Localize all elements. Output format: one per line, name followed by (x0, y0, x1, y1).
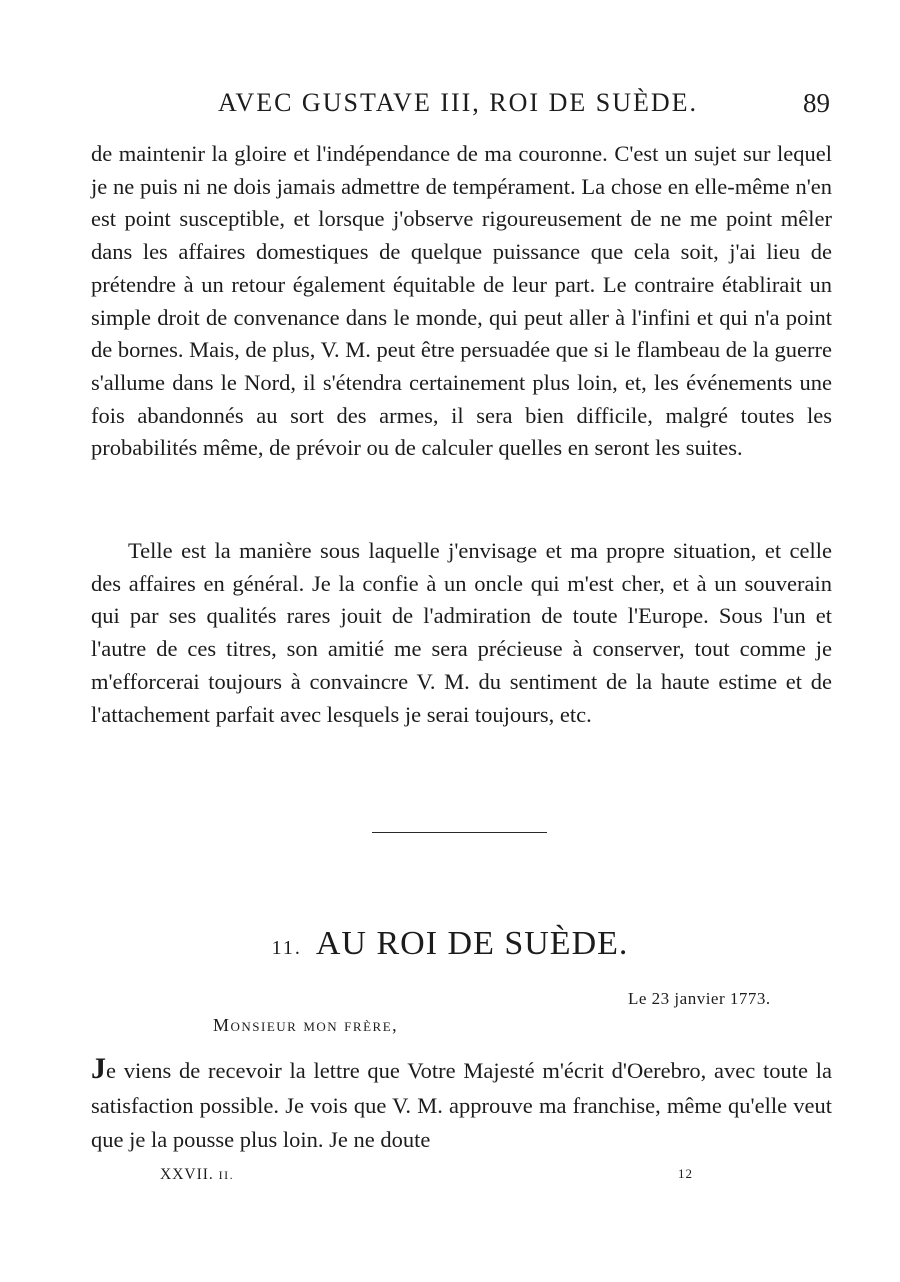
letter-heading (0, 925, 900, 963)
section-divider (372, 832, 547, 833)
letter-salutation: Monsieur mon frère, (213, 1015, 399, 1035)
page-number: 89 (803, 88, 830, 118)
body-paragraph-2: Telle est la manière sous laquelle j'envisage et ma propre situation, et celle des affaires en général. Je la confie à un oncle qui m'est cher, et à un souverain qui par ses qualités rares jouit de l'admiration de toute l'Europe. Sous l'un et l'autre de ces titres, son amitié me sera précieuse à conserver, tout comme je m'efforcerai toujours à convaincre V. M. du sentiment de la haute estime et de l'attachement parfait avec lesquels je serai toujours, etc. (91, 538, 832, 727)
signature-part: II. (218, 1168, 235, 1182)
signature-volume: XXVII. (160, 1166, 214, 1183)
signature-mark (160, 1166, 234, 1184)
letter-opening (91, 1052, 832, 1158)
letter-number: 11. (271, 937, 302, 959)
letter-opening-text: e viens de recevoir la lettre que Votre Majesté m'écrit d'Oerebro, avec toute la satisfaction possible. Je vois que V. M. approuve ma franchise, même qu'elle veut que je la pousse plus loin. Je ne doute (91, 1058, 832, 1152)
letter-date: Le 23 janvier 1773. (628, 989, 771, 1008)
body-paragraph-1: de maintenir la gloire et l'indépendance de ma couronne. C'est un sujet sur lequel je ne puis ni ne dois jamais admettre de tempérament. La chose en elle-même n'en est point susceptible, et lorsque j'observe rigoureusement de ne me point mêler dans les affaires domestiques de quelque puissance que cela soit, j'ai lieu de prétendre à un retour également équitable de leur part. Le contraire établirait un simple droit de convenance dans le monde, qui peut aller à l'infini et qui n'a point de bornes. Mais, de plus, V. M. peut être persuadée que si le flambeau de la guerre s'allume dans le Nord, il s'étendra certainement plus loin, et, les événements une fois abandonnés au sort des armes, il sera bien difficile, malgré toutes les probabilités même, de prévoir ou de calculer quelles en seront les suites. (91, 141, 832, 461)
drop-cap: J (91, 1052, 106, 1085)
running-title: AVEC GUSTAVE III, ROI DE SUÈDE. (218, 88, 699, 117)
sheet-number: 12 (678, 1166, 693, 1181)
letter-title: AU ROI DE SUÈDE. (315, 925, 629, 962)
